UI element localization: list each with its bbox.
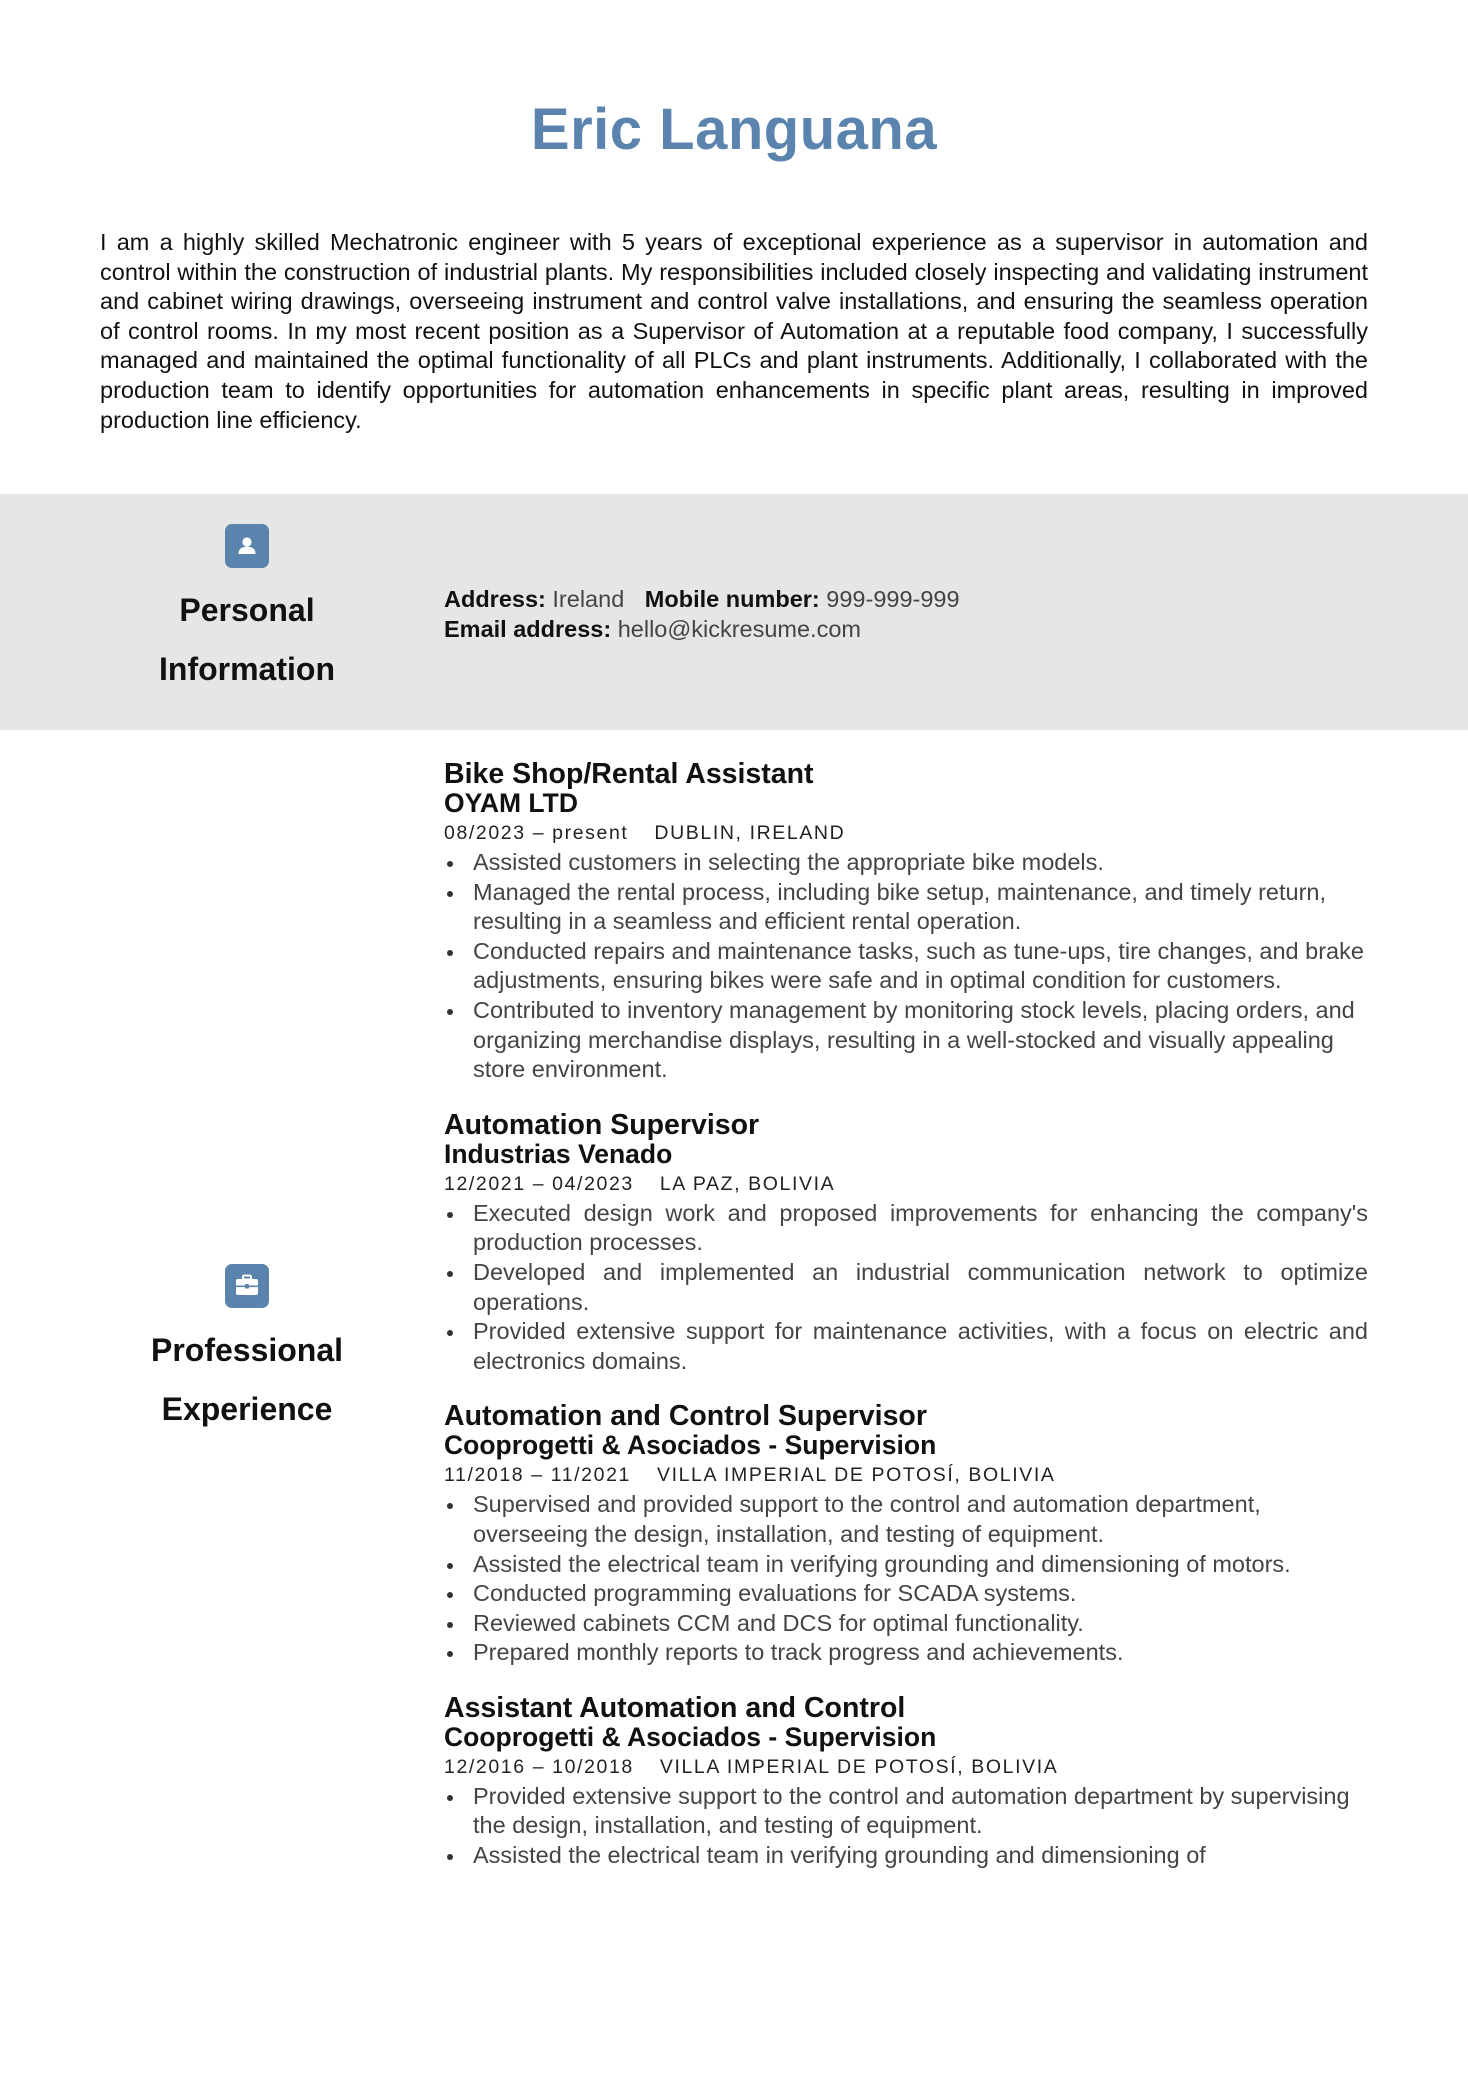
contact-details (444, 584, 960, 644)
job-bullets (444, 1490, 1368, 1668)
job-title: Automation Supervisor (444, 1108, 760, 1141)
job-dates: 12/2021 – 04/2023 (444, 1172, 634, 1195)
bullet-item: Managed the rental process, including bike setup, maintenance, and timely return, resulting in a seamless and efficient rental operation. (473, 878, 1368, 937)
bullet-item: Reviewed cabinets CCM and DCS for optimal functionality. (473, 1609, 1368, 1639)
job-meta (444, 1169, 1368, 1199)
job-entry (444, 1108, 1368, 1377)
job-company: Industrias Venado (444, 1138, 673, 1169)
bullet-item: Contributed to inventory management by monitoring stock levels, placing orders, and organizing merchandise displays, resulting in a well-stocked and visually appealing store environment. (473, 996, 1368, 1085)
job-dates: 11/2018 – 11/2021 (444, 1464, 631, 1487)
contact-row-1 (444, 584, 960, 614)
personal-title-line2: Information (159, 651, 335, 687)
job-entry (444, 1691, 1368, 1871)
email-value[interactable]: hello@kickresume.com (617, 616, 861, 642)
job-dates: 12/2016 – 10/2018 (444, 1755, 634, 1778)
candidate-name: Eric Languana (530, 97, 938, 162)
bullet-item: Conducted programming evaluations for SCADA systems. (473, 1579, 1368, 1609)
bullet-item: Assisted the electrical team in verifying grounding and dimensioning of (473, 1841, 1368, 1871)
job-title: Assistant Automation and Control (444, 1691, 906, 1724)
job-entry (444, 1402, 1368, 1668)
bullet-item: Supervised and provided support to the control and automation department, overseeing the design, installation, and testing of equipment. (473, 1490, 1368, 1549)
experience-heading (100, 1264, 394, 1439)
experience-list (444, 760, 1368, 1897)
personal-title-line1: Personal (179, 592, 315, 628)
job-bullets (444, 1199, 1368, 1377)
bullet-item: Conducted repairs and maintenance tasks, such as tune-ups, tire changes, and brake adjustments, ensuring bikes were safe and in optimal condition for customers. (473, 937, 1368, 996)
job-bullets (444, 1782, 1368, 1871)
job-bullets (444, 848, 1368, 1085)
bullet-item: Assisted customers in selecting the appropriate bike models. (473, 848, 1368, 878)
job-location: VILLA IMPERIAL DE POTOSÍ, BOLIVIA (656, 1464, 1056, 1487)
bullet-item: Executed design work and proposed improvements for enhancing the company's production processes. (473, 1199, 1368, 1258)
briefcase-icon (225, 1264, 269, 1308)
mobile-value: 999-999-999 (826, 586, 960, 612)
job-location: VILLA IMPERIAL DE POTOSÍ, BOLIVIA (659, 1755, 1059, 1778)
bullet-item: Provided extensive support to the control and automation department by supervising the design, installation, and testing of equipment. (473, 1782, 1368, 1841)
address-label: Address: (444, 586, 546, 612)
email-label: Email address: (444, 616, 612, 642)
job-company: OYAM LTD (444, 788, 578, 818)
job-dates: 08/2023 – present (444, 822, 629, 844)
personal-info-heading (100, 524, 394, 699)
profile-summary: I am a highly skilled Mechatronic engineer with 5 years of exceptional experience as a supervisor in automation and control within the construction of industrial plants. My responsibilities included closely inspecting and validating instrument and cabinet wiring drawings, overseeing instrument and control valve installations, and ensuring the seamless operation of control rooms. In my most recent position as a Supervisor of Automation at a reputable food company, I successfully managed and maintained the optimal functionality of all PLCs and plant instruments. Additionally, I collaborated with the production team to identify opportunities for automation enhancements in specific plant areas, resulting in improved production line efficiency. (100, 229, 1368, 433)
address-value: Ireland (552, 586, 625, 612)
personal-info-title (100, 581, 394, 699)
bullet-item: Developed and implemented an industrial communication network to optimize operations. (473, 1258, 1368, 1317)
job-company: Cooprogetti & Asociados - Supervision (444, 1430, 937, 1461)
experience-title-line2: Experience (161, 1391, 333, 1427)
job-meta (444, 1460, 1368, 1490)
job-location: DUBLIN, IRELAND (654, 822, 846, 844)
job-title: Automation and Control Supervisor (444, 1400, 927, 1433)
job-meta (444, 1752, 1368, 1782)
bullet-item: Prepared monthly reports to track progress and achievements. (473, 1638, 1368, 1668)
user-icon (225, 524, 269, 568)
job-title: Bike Shop/Rental Assistant (444, 758, 814, 790)
contact-row-2 (444, 614, 960, 644)
experience-title (100, 1321, 394, 1439)
job-meta (444, 818, 1368, 848)
mobile-label: Mobile number: (644, 586, 820, 612)
job-company: Cooprogetti & Asociados - Supervision (444, 1721, 937, 1752)
experience-title-line1: Professional (150, 1332, 344, 1368)
job-location: LA PAZ, BOLIVIA (659, 1172, 836, 1195)
job-entry (444, 760, 1368, 1085)
bullet-item: Assisted the electrical team in verifying grounding and dimensioning of motors. (473, 1550, 1368, 1580)
bullet-item: Provided extensive support for maintenance activities, with a focus on electric and electronics domains. (473, 1317, 1368, 1376)
